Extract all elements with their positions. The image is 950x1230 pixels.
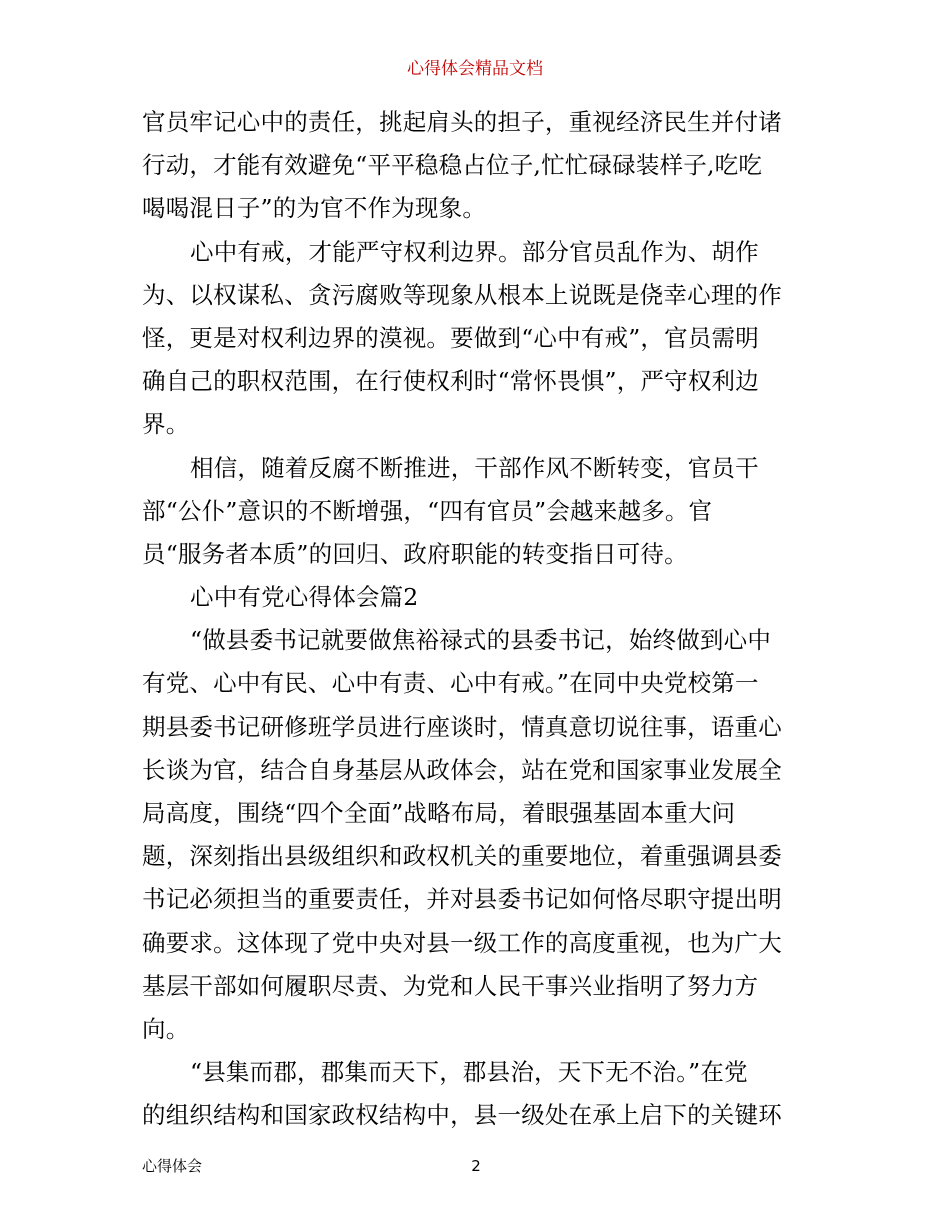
text-line: 确自己的职权范围，在行使权利时“常怀畏惧”，严守权利边 (142, 367, 759, 396)
document-body (142, 101, 814, 1138)
text-line: 长谈为官，结合自身基层从政体会，站在党和国家事业发展全 (142, 755, 782, 784)
text-line: 有党、心中有民、心中有责、心中有戒。”在同中央党校第一 (142, 669, 759, 698)
text-line: 基层干部如何履职尽责、为党和人民干事兴业指明了努力方 (142, 971, 759, 1000)
text-line: 确要求。这体现了党中央对县一级工作的高度重视，也为广大 (142, 928, 782, 957)
text-line: 为、以权谋私、贪污腐败等现象从根本上说既是侥幸心理的作 (142, 280, 782, 309)
text-line: 员“服务者本质”的回归、政府职能的转变指日可待。 (142, 539, 688, 568)
text-line: 期县委书记研修班学员进行座谈时，情真意切说往事，语重心 (142, 712, 782, 741)
text-line: “县集而郡，郡集而天下，郡县治，天下无不治。”在党 (190, 1058, 748, 1087)
text-line: 行动，才能有效避免“平平稳稳占位子,忙忙碌碌装样子,吃吃 (142, 151, 763, 180)
page-number: 2 (471, 1157, 481, 1175)
text-line: 向。 (142, 1014, 190, 1043)
text-line: 喝喝混日子”的为官不作为现象。 (142, 194, 487, 223)
text-line: 相信，随着反腐不断推进，干部作风不断转变，官员干 (190, 453, 759, 482)
text-line: 书记必须担当的重要责任，并对县委书记如何恪尽职守提出明 (142, 885, 782, 914)
section-heading: 心中有党心得体会篇2 (190, 583, 419, 612)
text-line: 界。 (142, 410, 190, 439)
text-line: 局高度，围绕“四个全面”战略布局，着眼强基固本重大问 (142, 799, 736, 827)
text-line: “做县委书记就要做焦裕禄式的县委书记，始终做到心中 (190, 626, 772, 655)
text-line: 心中有戒，才能严守权利边界。部分官员乱作为、胡作 (190, 237, 759, 266)
page-header-title: 心得体会精品文档 (407, 59, 543, 79)
text-line: 怪，更是对权利边界的漠视。要做到“心中有戒”，官员需明 (142, 323, 759, 352)
footer-label: 心得体会 (142, 1157, 203, 1175)
text-line: 题，深刻指出县级组织和政权机关的重要地位，着重强调县委 (142, 842, 782, 871)
text-line: 的组织结构和国家政权结构中，县一级处在承上启下的关键环 (142, 1101, 782, 1130)
text-line: 部“公仆”意识的不断增强，“四有官员”会越来越多。官 (142, 496, 713, 525)
text-line: 官员牢记心中的责任，挑起肩头的担子，重视经济民生并付诸 (142, 108, 782, 136)
